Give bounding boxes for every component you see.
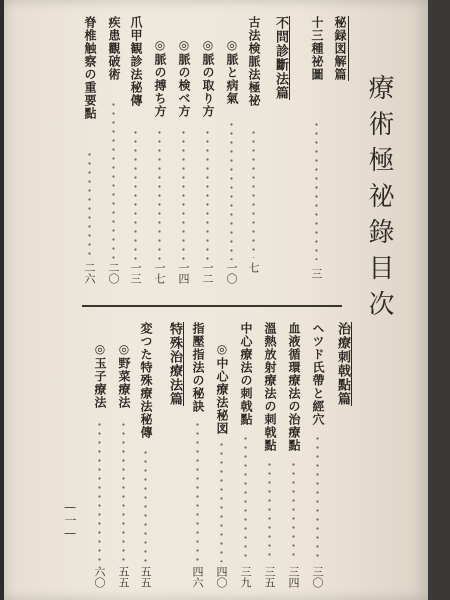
dot-leader <box>292 460 295 562</box>
page-number: 三九 <box>239 566 252 588</box>
book-page <box>4 0 428 600</box>
toc-entry: ヘツド氏帶と經穴 <box>311 322 325 426</box>
page-number: 三五 <box>263 566 276 588</box>
page-number: 三〇 <box>311 566 324 588</box>
toc-entry: ◎脈と病氣 <box>225 38 239 105</box>
toc-entry: 指壓指法の秘訣 <box>191 322 205 413</box>
page-number: 四〇 <box>215 566 228 588</box>
dot-leader <box>244 434 247 562</box>
dot-leader <box>98 420 101 562</box>
page-number: 六〇 <box>93 566 106 588</box>
section-divider <box>82 305 342 307</box>
page-number: 三四 <box>287 566 300 588</box>
page-number: 七 <box>247 262 260 273</box>
dot-leader <box>158 128 161 260</box>
dot-leader <box>182 128 185 260</box>
toc-entry: ◎脈の検べ方 <box>177 38 191 118</box>
toc-heading: 特殊治療法篇 <box>167 322 182 406</box>
page-number: 一四 <box>177 262 190 284</box>
dot-leader <box>268 460 271 562</box>
dot-leader <box>220 440 223 562</box>
dot-leader <box>112 100 115 260</box>
page-number: 三 <box>310 268 323 279</box>
dot-leader <box>316 434 319 562</box>
page-number: 二六 <box>83 262 96 284</box>
toc-entry: 中心療法の刺戟點 <box>239 322 253 426</box>
dot-leader <box>144 448 147 562</box>
toc-entry: ◎脈の取り方 <box>201 38 215 118</box>
toc-entry: 疾患觀破術 <box>107 16 121 81</box>
toc-entry: 脊椎触察の重要點 <box>83 16 97 120</box>
dot-leader <box>122 420 125 562</box>
toc-entry: 爪甲観診法秘傳 <box>129 16 143 107</box>
dot-leader <box>315 120 318 260</box>
dot-leader <box>134 128 137 260</box>
dot-leader <box>230 120 233 260</box>
dot-leader <box>196 420 199 562</box>
toc-entry: ◎玉子療法 <box>93 342 107 409</box>
dot-leader <box>206 128 209 260</box>
toc-entry: ◎野菜療法 <box>117 342 131 409</box>
toc-heading: 不問診斷法篇 <box>273 16 288 100</box>
toc-entry: 血液循環療法の治療點 <box>287 322 301 452</box>
toc-entry: 古法検脈法極祕 <box>247 16 261 107</box>
page-number: 四六 <box>191 566 204 588</box>
toc-entry: 変つた特殊療法秘傳 <box>139 322 153 439</box>
page-folio: —一— <box>63 500 77 540</box>
page-number: 一三 <box>129 262 142 284</box>
toc-entry: 十三種祕圖 <box>310 16 324 81</box>
page-number: 一二 <box>201 262 214 284</box>
toc-entry: ◎中心療法秘図 <box>215 342 229 435</box>
dot-leader <box>252 128 255 258</box>
page-number: 一〇 <box>225 262 238 284</box>
page-number: 五五 <box>139 566 152 588</box>
dot-leader <box>88 150 91 260</box>
toc-heading: 秘録図解篇 <box>333 16 347 81</box>
toc-entry: ◎脈の搏ち方 <box>153 38 167 118</box>
page-number: 一七 <box>153 262 166 284</box>
page-number: 五五 <box>117 566 130 588</box>
toc-heading: 治療刺戟點篇 <box>335 322 350 406</box>
toc-title: 療術極祕錄目次 <box>364 74 394 326</box>
page-number: 二〇 <box>107 262 120 284</box>
toc-entry: 溫熱放射療法の刺戟點 <box>263 322 277 452</box>
